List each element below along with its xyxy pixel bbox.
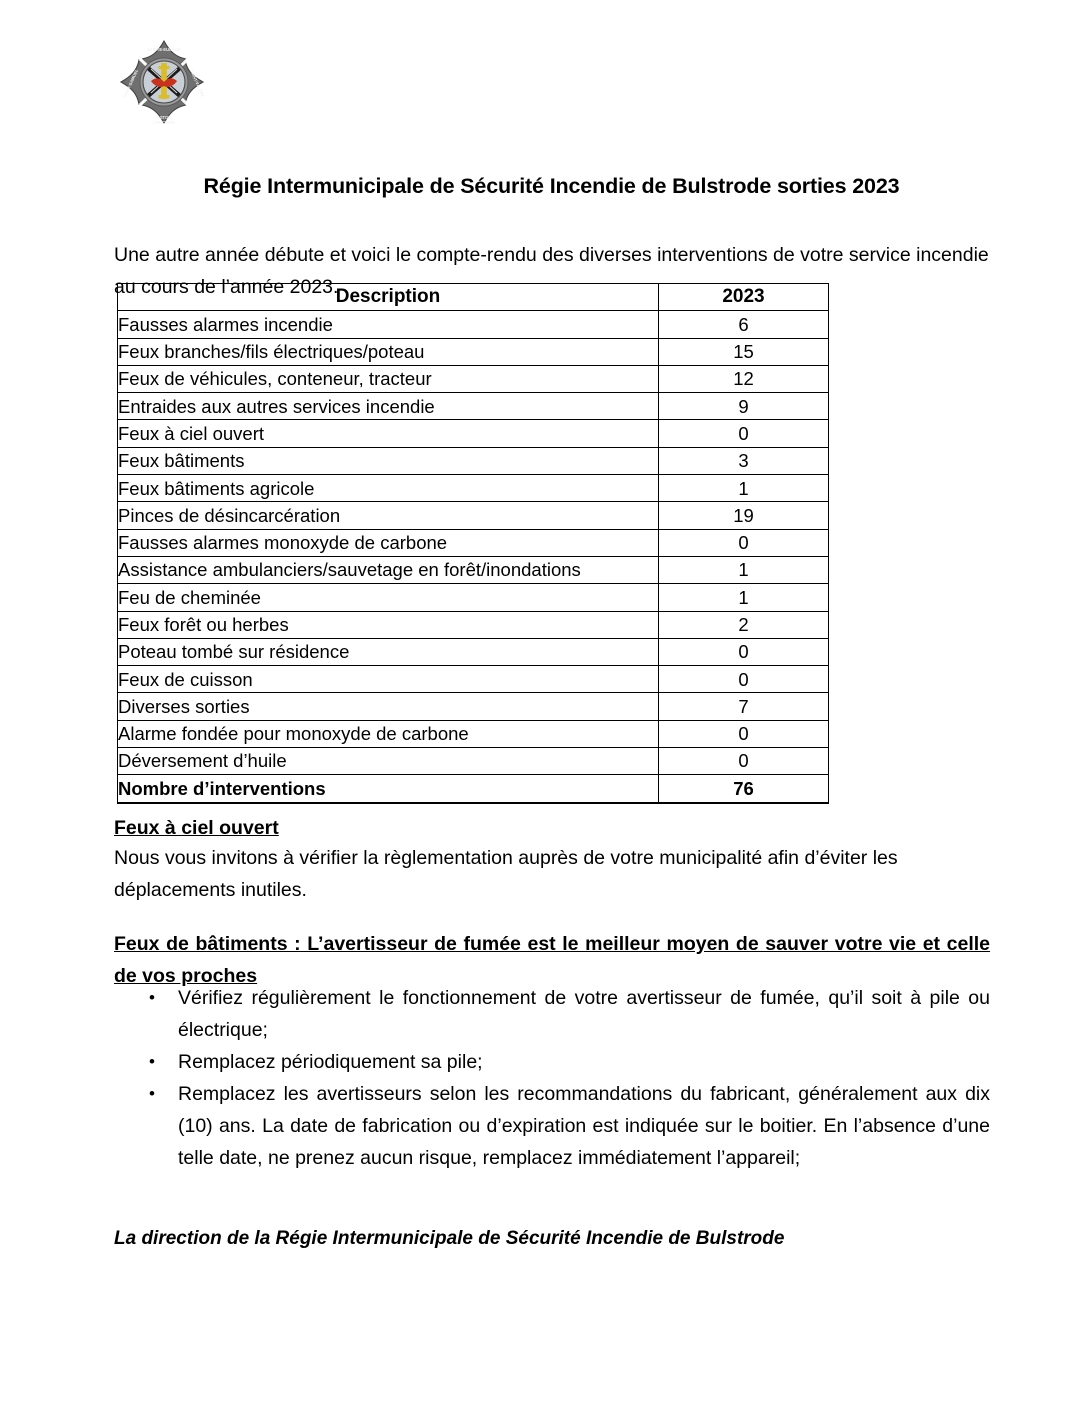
cell-description: Feu de cheminée (118, 584, 659, 611)
table-row (118, 666, 829, 693)
svg-text:JONCTION: JONCTION (153, 120, 175, 125)
cell-total-value: 76 (659, 775, 829, 803)
fire-department-badge-logo (118, 38, 210, 130)
svg-text:SAINTE-EULALIE: SAINTE-EULALIE (147, 47, 181, 52)
column-header-2023: 2023 (659, 284, 829, 311)
cell-description: Feux de véhicules, conteneur, tracteur (118, 365, 659, 392)
bullet-icon: • (149, 1084, 155, 1103)
table-row (118, 720, 829, 747)
svg-text:ASTON: ASTON (156, 115, 172, 120)
table-header-row (118, 284, 829, 311)
table-row (118, 311, 829, 338)
cell-value: 1 (659, 584, 829, 611)
table-total-row (118, 775, 829, 803)
cell-description: Feux bâtiments agricole (118, 475, 659, 502)
cell-value: 12 (659, 365, 829, 392)
cell-value: 0 (659, 420, 829, 447)
table-body (118, 311, 829, 803)
cell-value: 15 (659, 338, 829, 365)
cell-value: 6 (659, 311, 829, 338)
cell-description: Alarme fondée pour monoxyde de carbone (118, 720, 659, 747)
cell-description: Feux branches/fils électriques/poteau (118, 338, 659, 365)
cell-description: Feux à ciel ouvert (118, 420, 659, 447)
cell-description: Feux bâtiments (118, 447, 659, 474)
intro-paragraph: Une autre année débute et voici le compte-rendu des diverses interventions de votre service incendie au cours de l’année 2023. (114, 243, 989, 298)
cell-value: 7 (659, 693, 829, 720)
table-row (118, 584, 829, 611)
cell-description: Pinces de désincarcération (118, 502, 659, 529)
cell-total-label: Nombre d’interventions (118, 775, 659, 803)
cell-description: Déversement d’huile (118, 748, 659, 775)
cell-value: 0 (659, 638, 829, 665)
cell-description: Assistance ambulanciers/sauvetage en forêt/inondations (118, 556, 659, 583)
table-row (118, 420, 829, 447)
cell-value: 0 (659, 748, 829, 775)
cell-description: Entraides aux autres services incendie (118, 393, 659, 420)
cell-value: 0 (659, 666, 829, 693)
cell-description: Fausses alarmes monoxyde de carbone (118, 529, 659, 556)
table-row (118, 638, 829, 665)
table-row (118, 502, 829, 529)
table-row (118, 529, 829, 556)
cell-description: Diverses sorties (118, 693, 659, 720)
bullet-icon: • (149, 1052, 155, 1071)
table-row (118, 611, 829, 638)
smoke-detector-recommendations-list (146, 982, 990, 1174)
table-row (118, 447, 829, 474)
signature-line: La direction de la Régie Intermunicipale de Sécurité Incendie de Bulstrode (114, 1228, 785, 1249)
list-item (146, 1078, 990, 1174)
svg-text:SAINT-VALÈRE: SAINT-VALÈRE (189, 68, 206, 98)
list-item (146, 982, 990, 1046)
table-row (118, 475, 829, 502)
table-row (118, 365, 829, 392)
page-title: Régie Intermunicipale de Sécurité Incendie de Bulstrode sorties 2023 (203, 174, 900, 199)
cell-description: Feux forêt ou herbes (118, 611, 659, 638)
list-item-text: Remplacez périodiquement sa pile; (178, 1051, 483, 1073)
interventions-table-wrapper (117, 283, 828, 804)
cell-description: Feux de cuisson (118, 666, 659, 693)
cell-value: 19 (659, 502, 829, 529)
cell-value: 0 (659, 720, 829, 747)
cell-value: 0 (659, 529, 829, 556)
table-row (118, 338, 829, 365)
cell-value: 1 (659, 475, 829, 502)
table-row (118, 693, 829, 720)
table-row (118, 556, 829, 583)
cell-value: 3 (659, 447, 829, 474)
cell-value: 1 (659, 556, 829, 583)
list-item (146, 1046, 990, 1078)
table-row (118, 393, 829, 420)
section-body-feux-a-ciel-ouvert: Nous vous invitons à vérifier la règlementation auprès de votre municipalité afin d’éviter les déplacements inutiles. (114, 847, 898, 901)
column-header-description: Description (118, 284, 659, 311)
section-heading-feux-de-batiments-text: Feux de bâtiments : L’avertisseur de fumée est le meilleur moyen de sauver votre vie et celle de vos proches (114, 933, 990, 987)
bullet-icon: • (149, 988, 155, 1007)
svg-text:SAINT-SAMUEL: SAINT-SAMUEL (122, 68, 140, 99)
table-row (118, 748, 829, 775)
list-item-text: Remplacez les avertisseurs selon les recommandations du fabricant, généralement aux dix (10) ans. La date de fabrication ou d’expiration est indiquée sur le boitier. En l’absence d’une telle date, ne prenez aucun risque, remplacez immédiatement l’appareil; (178, 1083, 990, 1169)
cell-description: Fausses alarmes incendie (118, 311, 659, 338)
interventions-table (117, 283, 829, 804)
cell-value: 2 (659, 611, 829, 638)
section-heading-feux-a-ciel-ouvert: Feux à ciel ouvert (114, 817, 279, 839)
cell-value: 9 (659, 393, 829, 420)
list-item-text: Vérifiez régulièrement le fonctionnement de votre avertisseur de fumée, qu’il soit à pile ou électrique; (178, 987, 990, 1041)
cell-description: Poteau tombé sur résidence (118, 638, 659, 665)
